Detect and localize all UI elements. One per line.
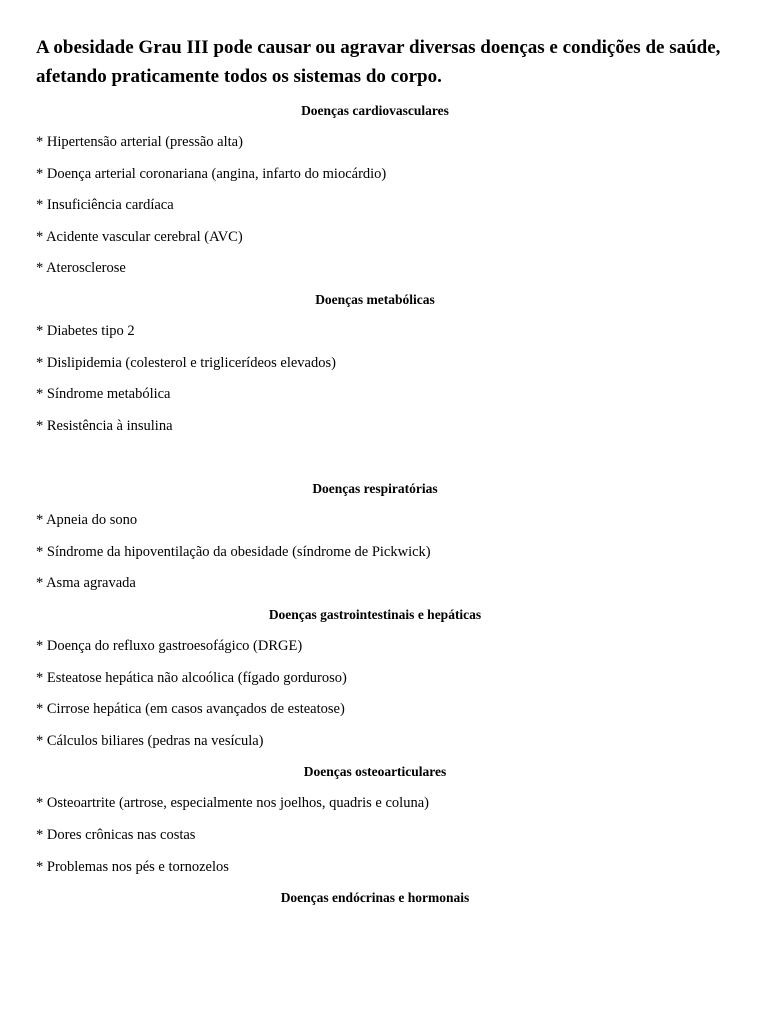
section-heading-cardiovascular: Doenças cardiovasculares [301, 103, 449, 118]
list-item: * Hipertensão arterial (pressão alta) [36, 134, 243, 150]
list-item: * Resistência à insulina [36, 418, 173, 434]
list-item: * Esteatose hepática não alcoólica (fígado gorduroso) [36, 670, 347, 686]
section-heading-metabolic: Doenças metabólicas [315, 292, 435, 307]
list-item: * Síndrome da hipoventilação da obesidade (síndrome de Pickwick) [36, 544, 431, 560]
list-item: * Asma agravada [36, 575, 136, 591]
section-heading-respiratory: Doenças respiratórias [312, 481, 438, 496]
list-item: * Diabetes tipo 2 [36, 323, 135, 339]
section-heading-osteoarticular: Doenças osteoarticulares [303, 764, 447, 779]
list-item: * Osteoartrite (artrose, especialmente nos joelhos, quadris e coluna) [36, 795, 429, 811]
list-item: * Apneia do sono [36, 512, 138, 528]
list-item: * Doença arterial coronariana (angina, infarto do miocárdio) [36, 166, 387, 182]
section-heading-gastrointestinal: Doenças gastrointestinais e hepáticas [268, 607, 482, 622]
list-item: * Insuficiência cardíaca [36, 197, 174, 213]
list-item: * Problemas nos pés e tornozelos [36, 859, 229, 875]
list-item: * Dores crônicas nas costas [36, 827, 196, 843]
list-item: * Aterosclerose [36, 260, 126, 276]
list-item: * Cirrose hepática (em casos avançados de esteatose) [36, 701, 345, 717]
list-item: * Acidente vascular cerebral (AVC) [36, 229, 243, 245]
list-item: * Doença do refluxo gastroesofágico (DRGE) [36, 638, 303, 654]
section-heading-endocrine: Doenças endócrinas e hormonais [280, 890, 470, 905]
list-item: * Dislipidemia (colesterol e triglicerídeos elevados) [36, 355, 336, 371]
document-title: A obesidade Grau III pode causar ou agravar diversas doenças e condições de saúde, afetando praticamente todos os sistemas do corpo. [36, 37, 721, 87]
list-item: * Cálculos biliares (pedras na vesícula) [36, 733, 264, 749]
list-item: * Síndrome metabólica [36, 386, 171, 402]
